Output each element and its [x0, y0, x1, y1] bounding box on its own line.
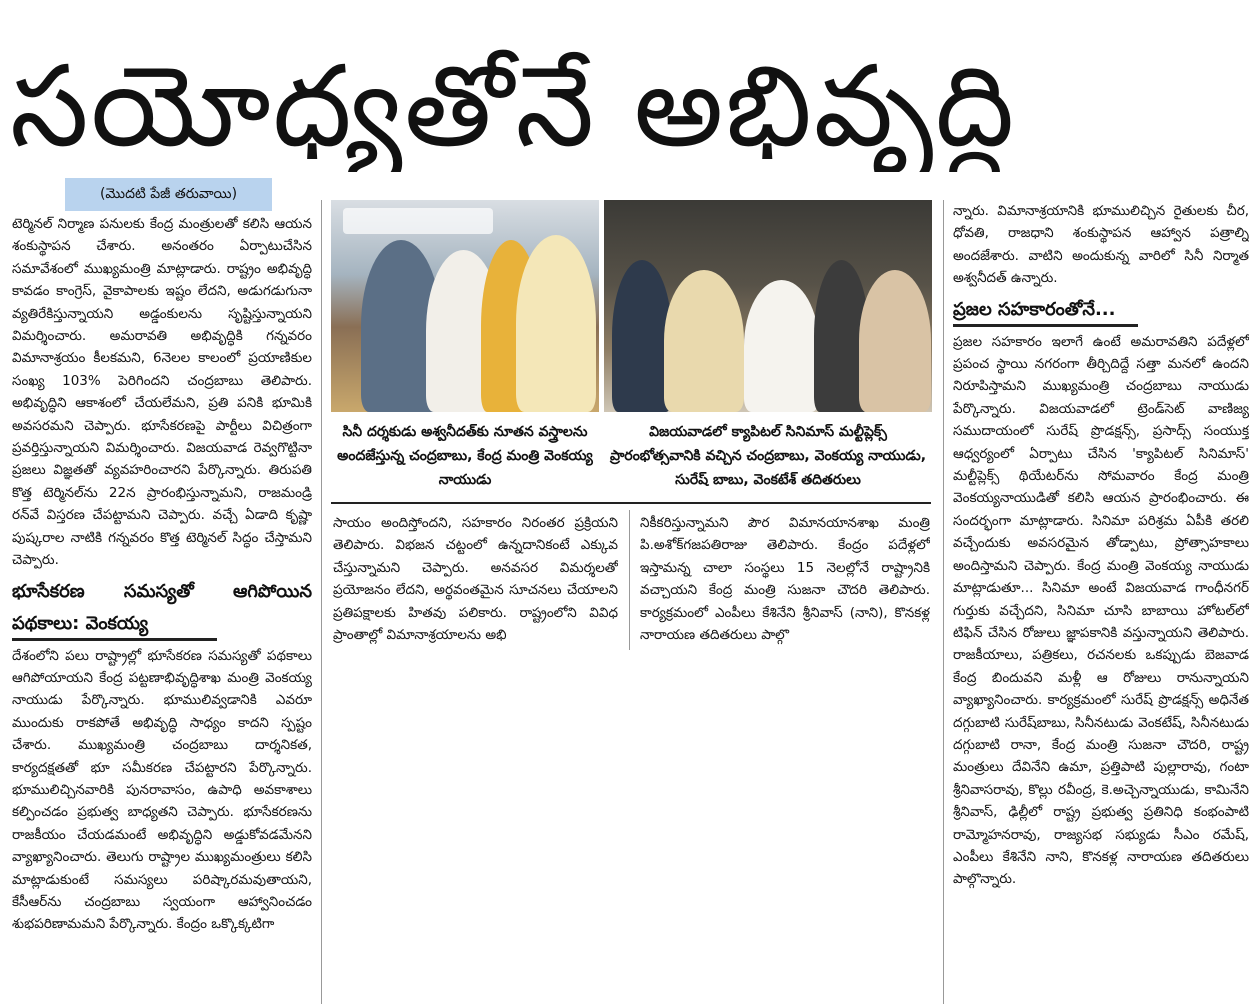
- column-1: [12, 213, 312, 1003]
- column-divider: [629, 510, 630, 650]
- photo-1-caption: సినీ దర్శకుడు అశ్వనీదత్‌కు నూతన వస్త్రాలను అందజేస్తున్న చంద్రబాబు, కేంద్ర మంత్రి వెంకయ్య నాయుడు: [337, 424, 593, 488]
- column-4: [953, 200, 1249, 1000]
- photo-2-caption: విజయవాడలో క్యాపిటల్ సినిమాస్ మల్టీప్లెక్స్ ప్రారంభోత్సవానికి వచ్చిన చంద్రబాబు, వెంకయ్య నాయుడు, సురేష్ బాబు, వెంకటేశ్ తదితరులు: [609, 424, 927, 488]
- column-divider: [943, 200, 944, 1004]
- continued-tag: (మొదటి పేజీ తరువాయి): [65, 178, 272, 211]
- caption-rule: [331, 502, 931, 504]
- headline: సయోధ్యతోనే అభివృద్ధి: [10, 42, 1017, 172]
- photo-multiplex-inauguration: [604, 200, 932, 412]
- column-2: సాయం అందిస్తోందని, సహకారం నిరంతర ప్రక్రియని తెలిపారు. విభజన చట్టంలో ఉన్నదానికంటే ఎక్కువ చేస్తున్నామని చెప్పారు. అనవసర విమర్శలతో ప్రయోజనం లేదని, అర్థవంతమైన సూచనలు చేయాలని ప్రతిపక్షాలకు హితవు పలికారు. రాష్ట్రంలోని వివిధ ప్రాంతాల్లో విమానాశ్రయాలను అభి: [333, 515, 618, 644]
- column-1-subhead: భూసేకరణ సమస్యతో ఆగిపోయిన పథకాలు: వెంకయ్య: [12, 580, 312, 634]
- photo-ashwinidutt-felicitation: [331, 200, 599, 412]
- column-4-subhead: ప్రజల సహకారంతోనే...: [953, 298, 1116, 320]
- column-divider: [321, 200, 322, 1004]
- column-1-paragraph-2: దేశంలోని పలు రాష్ట్రాల్లో భూసేకరణ సమస్యతో పథకాలు ఆగిపోయాయని కేంద్ర పట్టణాభివృద్ధిశాఖ మంత్రి వెంకయ్య నాయుడు పేర్కొన్నారు. భూములివ్వడానికి ఎవరూ ముందుకు రాకపోతే అభివృద్ధి సాధ్యం కాదని స్పష్టం చేశారు. ముఖ్యమంత్రి చంద్రబాబు దార్శనికత, కార్యదక్షతతో భూ సమీకరణ చేపట్టారని పేర్కొన్నారు. భూములిచ్చినవారికి పునరావాసం, ఉపాధి అవకాశాలు కల్పించడం ప్రభుత్వ బాధ్యతని చెప్పారు. భూసేకరణను రాజకీయం చేయడమంటే అభివృద్ధిని అడ్డుకోవడమేనని వ్యాఖ్యానించారు. తెలుగు రాష్ట్రాల ముఖ్యమంత్రులు కలిసి మాట్లాడుకుంటే సమస్యలు పరిష్కారమవుతాయని, కేసీఆర్‌ను చంద్రబాబు స్వయంగా ఆహ్వానించడం శుభపరిణామమని పేర్కొన్నారు. కేంద్రం ఒక్కొక్కటిగా: [12, 647, 312, 933]
- column-1-paragraph-1: టెర్మినల్ నిర్మాణ పనులకు కేంద్ర మంత్రులతో కలిసి ఆయన శంకుస్థాపన చేశారు. అనంతరం ఏర్పాటుచేసిన సమావేశంలో ముఖ్యమంత్రి మాట్లాడారు. రాష్ట్రం అభివృద్ధి కావడం కాంగ్రెస్, వైకాపాలకు ఇష్టం లేదని, అడుగడుగునా వ్యతిరేకిస్తున్నాయని అడ్డంకులను సృష్టిస్తున్నాయని విమర్శించారు. అమరావతి అభివృద్ధికి గన్నవరం విమానాశ్రయం కీలకమని, 6నెలల కాలంలో ప్రయాణికుల సంఖ్య 103% పెరిగిందని చంద్రబాబు తెలిపారు. అభివృద్ధిని ఆకాశంలో చేయలేమని, ప్రతి పనికి భూమికి అవసరమని చెప్పారు. భూసేకరణపై పార్టీలు విచిత్రంగా ప్రవర్తిస్తున్నాయని విమర్శించారు. విజయవాడ రెవ్వగొట్టినా ప్రజలు విజ్ఞతతో వ్యవహరించారని పేర్కొన్నారు. తిరుపతి కొత్త టెర్మినల్‌ను 22న ప్రారంభిస్తున్నామని, రాజమండ్రి రన్‌వే విస్తరణ చేపట్టామని చెప్పారు. వచ్చే ఏడాది కృష్ణా పుష్కరాల నాటికి గన్నవరం కొత్త టెర్మినల్ సిద్ధం చేస్తామని చెప్పారు.: [12, 216, 312, 569]
- column-3: నికీకరిస్తున్నామని పౌర విమానయానశాఖ మంత్రి పి.అశోక్‌గజపతిరాజు తెలిపారు. కేంద్రం పదేళ్లలో ఇస్తామన్న చాలా సంస్థలు 15 నెలల్లోనే రాష్ట్రానికి వచ్చాయని కేంద్ర మంత్రి సుజనా చౌదరి తెలిపారు. కార్యక్రమంలో ఎంపీలు కేశినేని శ్రీనివాస్ (నాని), కొనకళ్ల నారాయణ తదితరులు పాల్గొ: [640, 515, 930, 644]
- column-4-paragraph-2: ప్రజల సహకారం ఇలాగే ఉంటే అమరావతిని పదేళ్లలో ప్రపంచ స్థాయి నగరంగా తీర్చిదిద్దే సత్తా మనలో ఉందని నిరూపిస్తామని ముఖ్యమంత్రి చంద్రబాబు నాయుడు పేర్కొన్నారు. విజయవాడలో ట్రెండ్‌సెట్ వాణిజ్య సముదాయంలో సురేష్ ప్రొడక్షన్స్, ప్రసాద్స్ సంయుక్త ఆధ్వర్యంలో ఏర్పాటు చేసిన 'క్యాపిటల్ సినిమాస్' మల్టీప్లెక్స్ థియేటర్‌ను సోమవారం కేంద్ర మంత్రి వెంకయ్యనాయుడితో కలిసి ఆయన ప్రారంభించారు. ఈ సందర్భంగా మాట్లాడారు. సినిమా పరిశ్రమ ఏపీకి తరలి వచ్చేందుకు అవసరమైన తోడ్పాటు, ప్రోత్సాహకాలు అందిస్తామని చెప్పారు. కేంద్ర మంత్రి వెంకయ్య నాయుడు మాట్లాడుతూ... సినిమా అంటే విజయవాడ గాంధీనగర్ గుర్తుకు వచ్చేదని, సినిమా చూసి బాబాయి హోటల్‌లో టిఫిన్ చేసిన రోజులు జ్ఞాపకానికి వస్తున్నాయని తెలిపారు. రాజకీయాలు, పత్రికలు, రచనలకు ఒకప్పుడు బెజవాడ కేంద్ర బిందువని మళ్లీ ఆ రోజులు రానున్నాయని వ్యాఖ్యానించారు. కార్యక్రమంలో సురేష్ ప్రొడక్షన్స్ అధినేత దగ్గుబాటి సురేష్‌బాబు, సినీనటుడు వెంకటేష్, సినీనటుడు దగ్గుబాటి రానా, కేంద్ర మంత్రి సుజనా చౌదరి, రాష్ట్ర మంత్రులు దేవినేని ఉమా, ప్రత్తిపాటి పుల్లారావు, గంటా శ్రీనివాసరావు, కొల్లు రవీంద్ర, కె.అచ్చెన్నాయుడు, కామినేని శ్రీనివాస్, ఢిల్లీలో రాష్ట్ర ప్రభుత్వ ప్రతినిధి కంభంపాటి రామ్మోహనరావు, రాజ్యసభ సభ్యుడు సీఎం రమేష్, ఎంపీలు కేశినేని నాని, కొనకళ్ల నారాయణ తదితరులు పాల్గొన్నారు.: [953, 333, 1249, 888]
- column-4-paragraph-1: న్నారు. విమానాశ్రయానికి భూములిచ్చిన రైతులకు చీర, ధోవతి, రాజధాని శంకుస్థాపన ఆహ్వాన పత్రాల్ని అందజేశారు. వాటిని అందుకున్న వారిలో సినీ నిర్మాత అశ్వనీదత్ ఉన్నారు.: [953, 203, 1249, 287]
